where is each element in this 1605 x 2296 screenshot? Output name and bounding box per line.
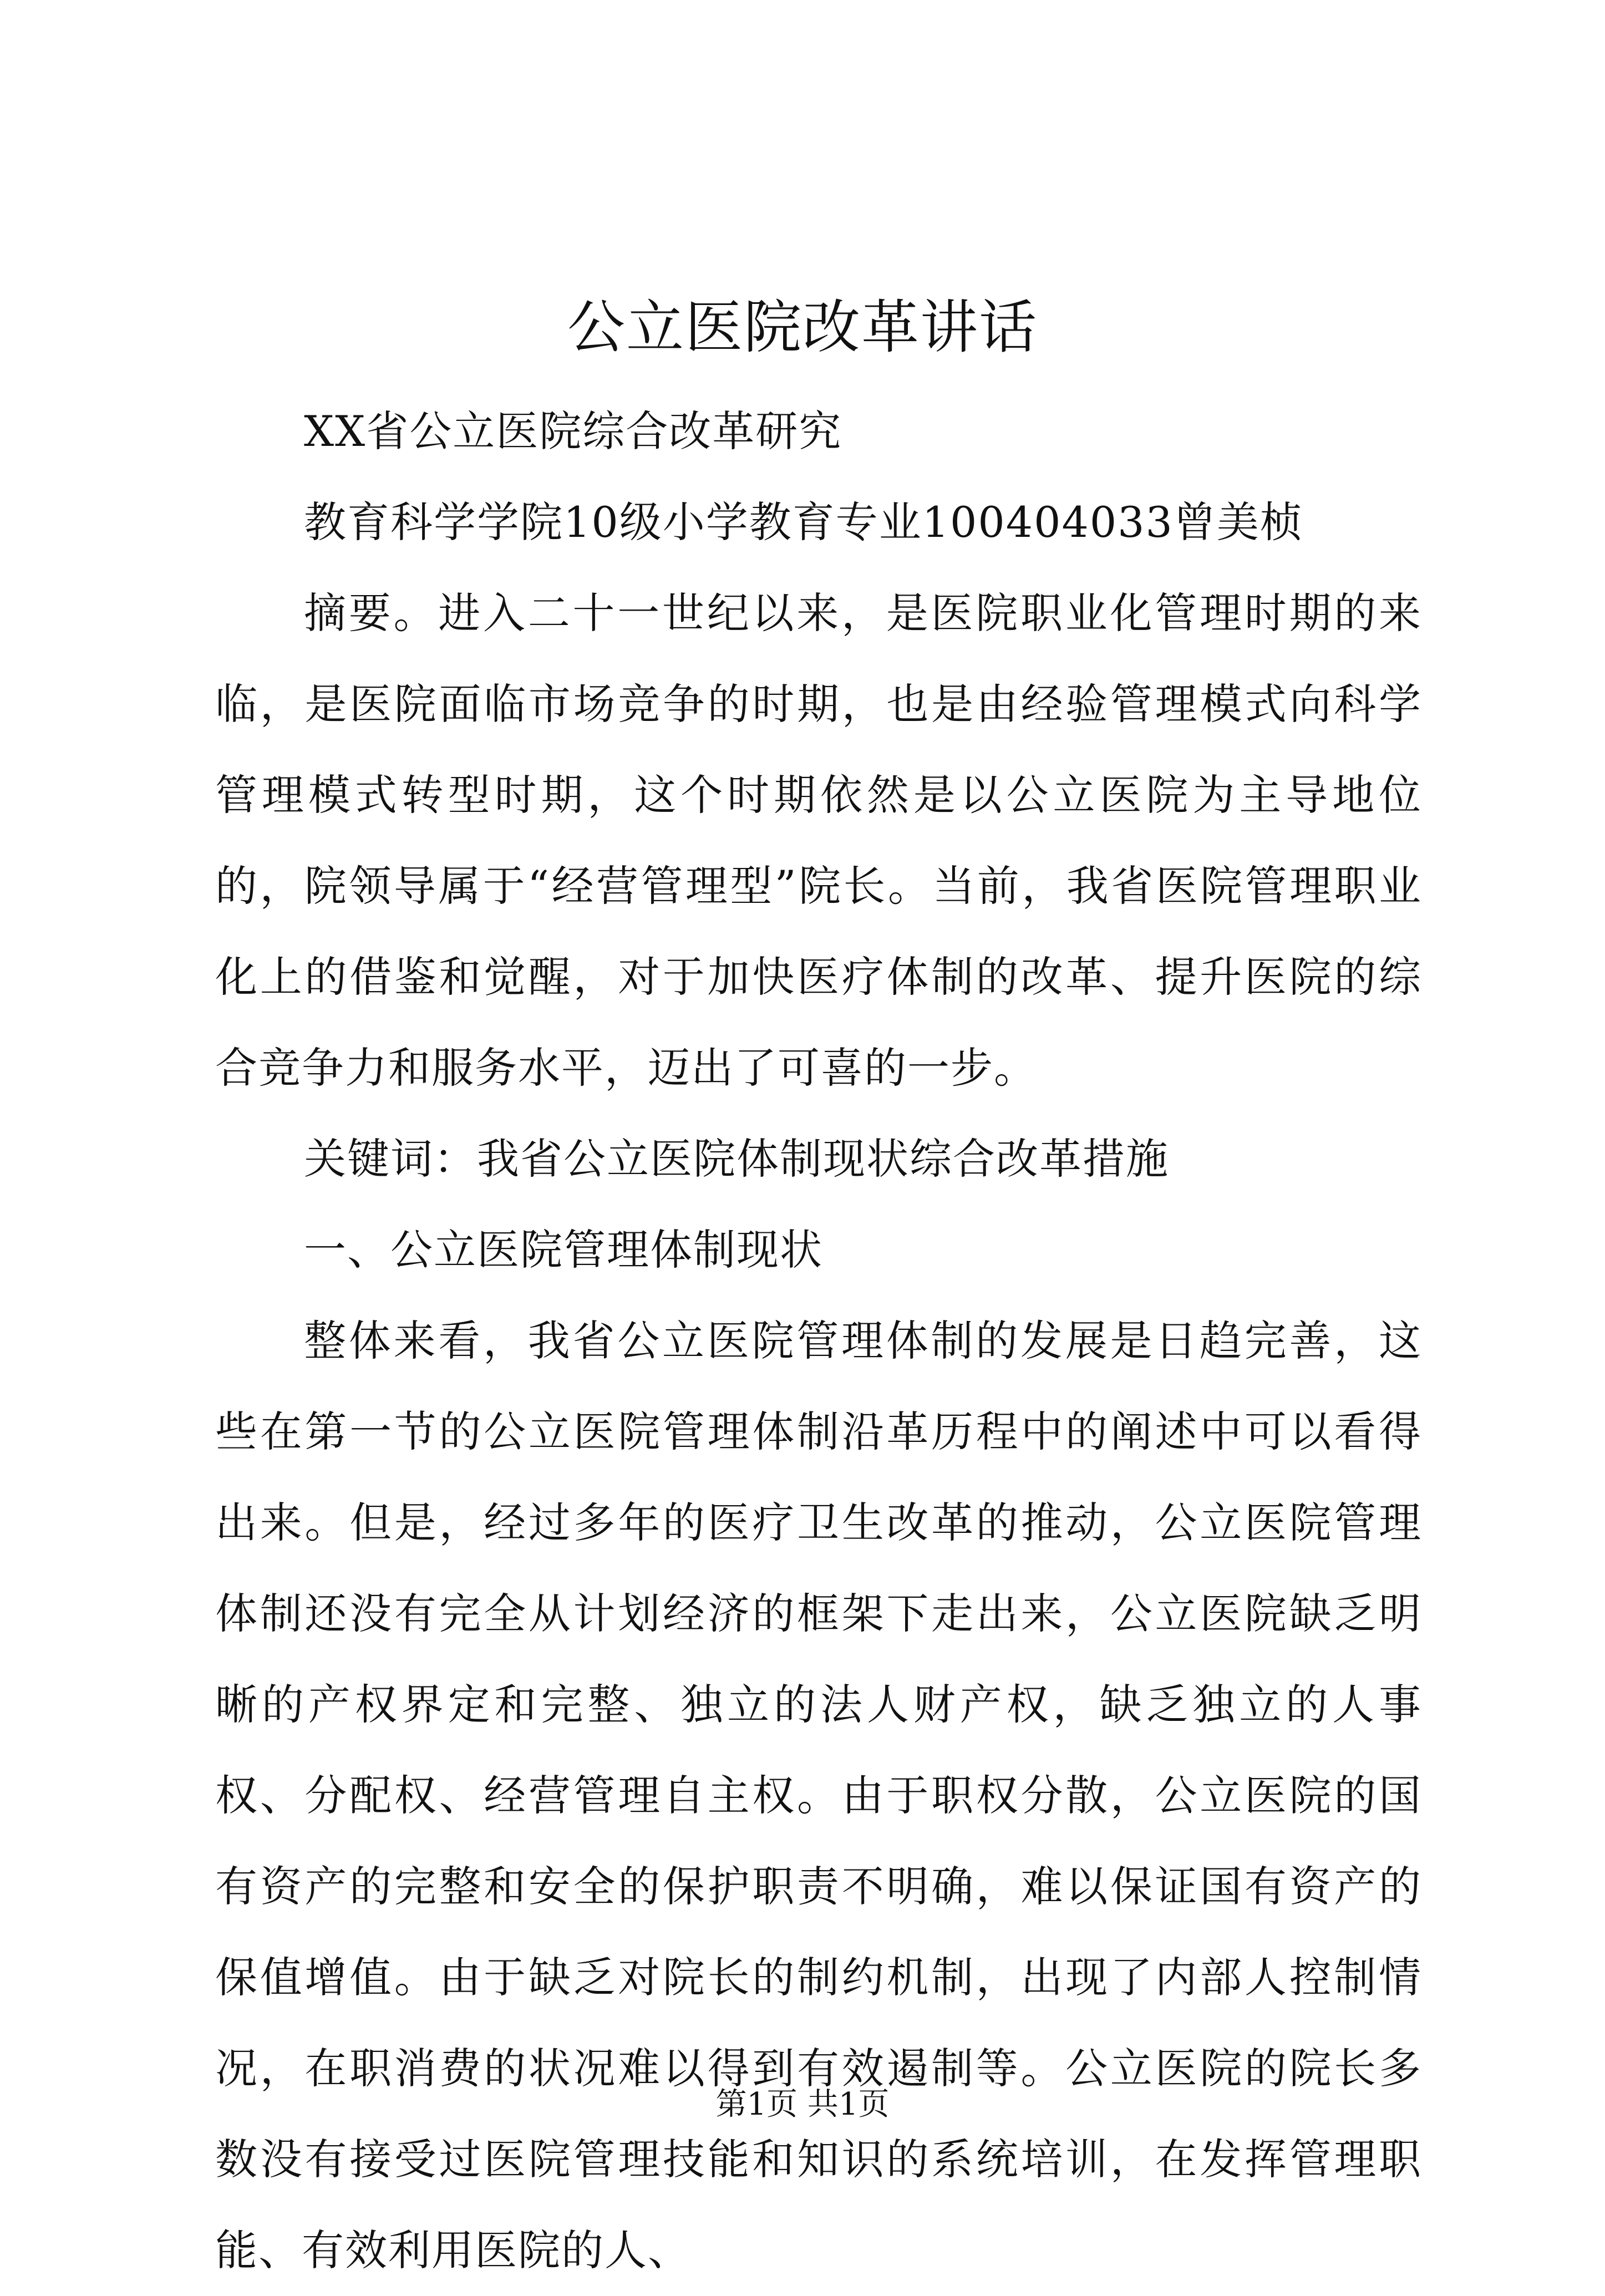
paragraph-research-title: XX省公立医院综合改革研究 [304, 407, 842, 456]
paragraph-body: 整体来看，我省公立医院管理体制的发展是日趋完善，这些在第一节的公立医院管理体制沿革历程中的阐述中可以看得出来。但是，经过多年的医疗卫生改革的推动，公立医院管理体制还没有完全从计划经济的框架下走出来，公立医院缺乏明晰的产权界定和完整、独立的法人财产权，缺乏独立的人事权、分配权、经营管理自主权。由于职权分散，公立医院的国有资产的完整和安全的保护职责不明确，难以保证国有资产的保值增值。由于缺乏对院长的制约机制，出现了内部人控制情况，在职消费的状况难以得到有效遏制等。公立医院的院长多数没有接受过医院管理技能和知识的系统培训，在发挥管理职能、有效利用医院的人、 [215, 1316, 1422, 2275]
document-title: 公立医院改革讲话 [567, 293, 1038, 361]
document-body [215, 386, 1422, 2296]
section-heading: 一、公立医院管理体制现状 [304, 1225, 823, 1274]
paragraph-author-line: 教育科学学院10级小学教育专业100404033曾美桢 [304, 497, 1303, 547]
page-footer: 第1页 共1页 [715, 2086, 890, 2122]
paragraph-abstract: 摘要。进入二十一世纪以来，是医院职业化管理时期的来临，是医院面临市场竞争的时期，也是由经验管理模式向科学管理模式转型时期，这个时期依然是以公立医院为主导地位的，院领导属于“经营管理型”院长。当前，我省医院管理职业化上的借鉴和觉醒，对于加快医疗体制的改革、提升医院的综合竞争力和服务水平，迈出了可喜的一步。 [215, 588, 1422, 1093]
paragraph-keywords: 关键词：我省公立医院体制现状综合改革措施 [304, 1134, 1169, 1183]
